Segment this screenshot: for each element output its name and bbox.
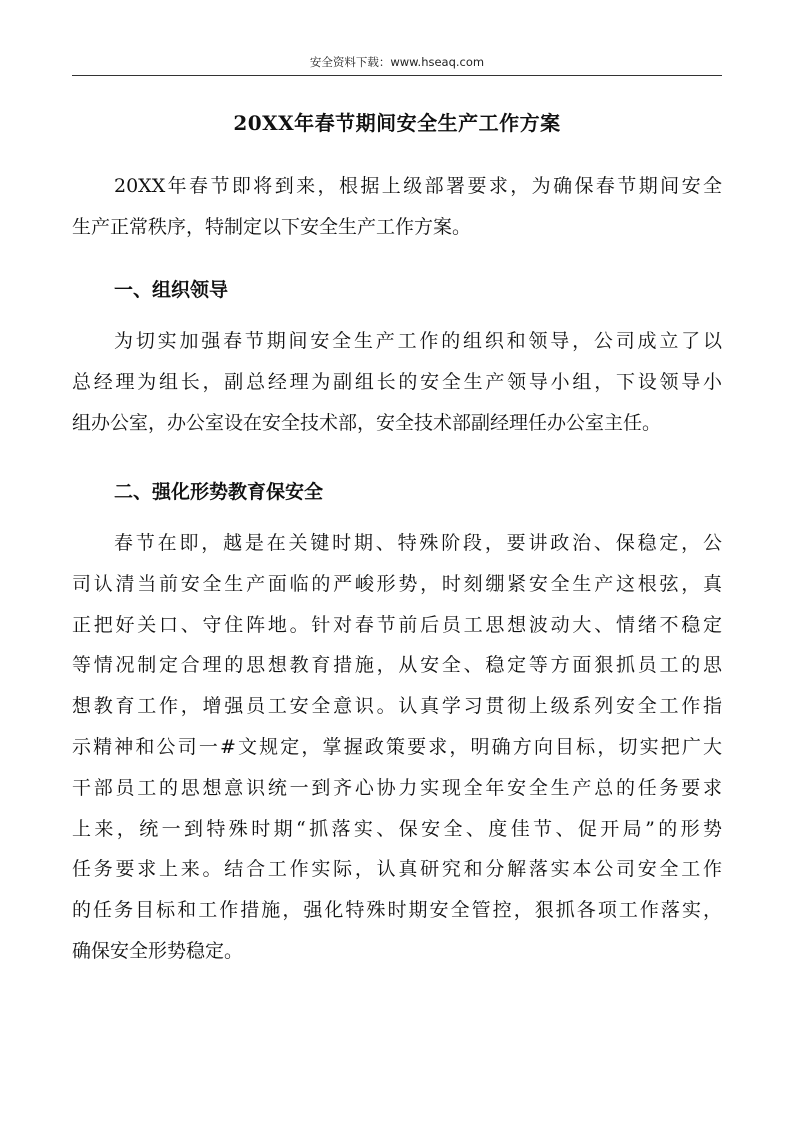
section-paragraph-education	[72, 523, 722, 972]
paragraph-line: 为切实加强春节期间安全生产工作的组织和领导，公司成立了以	[114, 330, 722, 352]
page-header: 安全资料下载：www.hseaq.com	[309, 55, 485, 69]
paragraph-line: 总经理为组长，副总经理为副组长的安全生产领导小组，下设领导小	[72, 370, 722, 393]
paragraph-line: 任务要求上来。结合工作实际，认真研究和分解落实本公司安全工作	[72, 858, 722, 881]
paragraph-line: 20XX年春节即将到来，根据上级部署要求，为确保春节期间安全	[114, 175, 722, 197]
paragraph-line: 干部员工的思想意识统一到齐心协力实现全年安全生产总的任务要求	[72, 776, 722, 799]
paragraph-line: 组办公室，办公室设在安全技术部，安全技术部副经理任办公室主任。	[72, 411, 662, 434]
header-divider	[72, 75, 722, 76]
paragraph-line: 等情况制定合理的思想教育措施，从安全、稳定等方面狠抓员工的思	[72, 654, 722, 677]
paragraph-line: 春节在即，越是在关键时期、特殊阶段，要讲政治、保稳定，公	[114, 532, 722, 554]
paragraph-line: 想教育工作，增强员工安全意识。认真学习贯彻上级系列安全工作指	[72, 695, 722, 718]
paragraph-line: 确保安全形势稳定。	[72, 939, 244, 962]
paragraph-line: 的任务目标和工作措施，强化特殊时期安全管控，狠抓各项工作落实，	[72, 899, 722, 922]
section-heading-education: 二、强化形势教育保安全	[114, 481, 324, 503]
intro-paragraph	[72, 166, 722, 248]
section-heading-organization: 一、组织领导	[114, 279, 229, 301]
section-paragraph-organization	[72, 321, 722, 443]
paragraph-line: 正把好关口、守住阵地。针对春节前后员工思想波动大、情绪不稳定	[72, 613, 722, 636]
paragraph-line: 司认清当前安全生产面临的严峻形势，时刻绷紧安全生产这根弦，真	[72, 572, 722, 595]
paragraph-line: 示精神和公司一#文规定，掌握政策要求，明确方向目标，切实把广大	[72, 735, 722, 758]
paragraph-line: 生产正常秩序，特制定以下安全生产工作方案。	[72, 215, 472, 238]
document-title: 20XX年春节期间安全生产工作方案	[233, 111, 561, 135]
paragraph-line: 上来，统一到特殊时期“抓落实、保安全、度佳节、促开局”的形势	[72, 817, 722, 840]
